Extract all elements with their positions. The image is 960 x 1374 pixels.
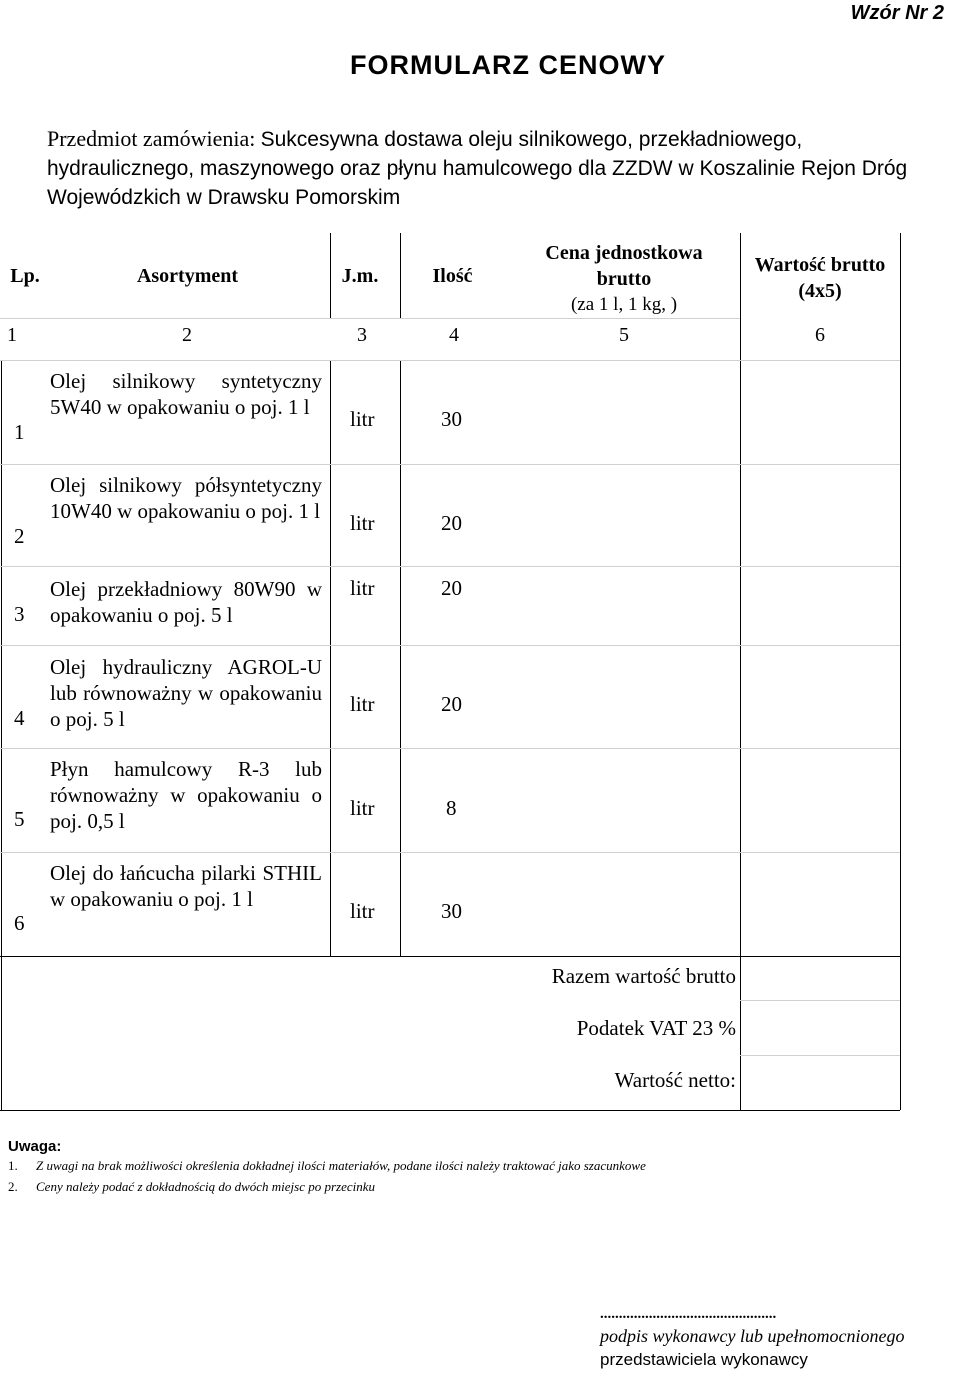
row-lp: 4: [14, 706, 25, 730]
table-vline: [400, 360, 401, 957]
table-vline: [1, 360, 2, 1110]
col-jm: J.m.: [341, 264, 379, 287]
note-number: 1.: [8, 1158, 18, 1173]
note-item: [8, 1179, 375, 1195]
table-hline: [0, 852, 900, 853]
col-number: 5: [619, 323, 629, 346]
table-hline: [0, 360, 900, 361]
row-ilosc: 30: [441, 899, 462, 923]
row-lp: 2: [14, 524, 25, 548]
row-ilosc: 20: [441, 576, 462, 600]
table-vline: [330, 360, 331, 957]
col-cena-line2: brutto: [596, 268, 652, 290]
row-lp: 1: [14, 420, 25, 444]
subject-label: Przedmiot zamówienia:: [47, 126, 256, 151]
row-jm: litr: [350, 407, 375, 431]
row-asortyment: Olej przekładniowy 80W90 w opakowaniu o poj. 5 l: [50, 577, 322, 627]
note-item: [8, 1158, 646, 1174]
col-wartosc: [742, 252, 898, 304]
row-lp: 6: [14, 911, 25, 935]
col-asortyment: Asortyment: [136, 264, 239, 287]
note-text: Z uwagi na brak możliwości określenia dokładnej ilości materiałów, podane ilości należy traktować jako szacunkowe: [36, 1158, 646, 1173]
table-hline: [0, 956, 900, 957]
row-ilosc: 30: [441, 407, 462, 431]
page-title: FORMULARZ CENOWY: [350, 50, 666, 80]
table-hline: [0, 566, 900, 567]
row-jm: litr: [350, 576, 375, 600]
row-asortyment: Olej do łańcucha pilarki STHIL w opakowaniu o poj. 1 l: [50, 861, 322, 911]
signature-caption-2: przedstawiciela wykonawcy: [600, 1350, 808, 1369]
row-lp: 5: [14, 807, 25, 831]
col-cena: [520, 240, 728, 318]
col-lp: Lp.: [10, 264, 40, 287]
row-ilosc: 8: [446, 796, 457, 820]
note-text: Ceny należy podać z dokładnością do dwóch miejsc po przecinku: [36, 1179, 376, 1194]
col-cena-line1: Cena jednostkowa: [545, 242, 703, 264]
table-hline: [0, 748, 900, 749]
table-vline: [740, 233, 741, 1110]
signature-line: ...............................................: [600, 1306, 777, 1322]
row-ilosc: 20: [441, 692, 462, 716]
form-number: Wzór Nr 2: [850, 2, 944, 24]
col-ilosc: Ilość: [432, 264, 473, 287]
table-hline: [0, 645, 900, 646]
col-wartosc-line1: Wartość brutto: [754, 254, 886, 276]
row-asortyment: Olej silnikowy syntetyczny 5W40 w opakowaniu o poj. 1 l: [50, 369, 322, 419]
row-asortyment: Olej silnikowy półsyntetyczny 10W40 w opakowaniu o poj. 1 l: [50, 473, 322, 523]
table-hline: [0, 1110, 900, 1111]
table-hline: [740, 1055, 900, 1056]
table-hline: [740, 1000, 900, 1001]
col-number: 6: [815, 323, 825, 346]
summary-razem-label: Razem wartość brutto: [551, 964, 736, 988]
row-jm: litr: [350, 692, 375, 716]
table-hline: [0, 464, 900, 465]
row-jm: litr: [350, 796, 375, 820]
table-hline: [0, 318, 740, 319]
signature-caption: podpis wykonawcy lub upełnomocnionego: [600, 1326, 905, 1346]
row-ilosc: 20: [441, 511, 462, 535]
subject-value: Sukcesywna dostawa oleju silnikowego, przekładniowego, hydraulicznego, maszynowego oraz płynu hamulcowego dla ZZDW w Koszalinie Rejon Dróg Wojewódzkich w Drawsku Pomorskim: [47, 128, 908, 209]
notes-title: Uwaga:: [8, 1138, 62, 1155]
summary-vat-label: Podatek VAT 23 %: [576, 1016, 736, 1040]
col-number: 4: [449, 323, 459, 346]
col-number: 1: [7, 323, 17, 346]
row-asortyment: Olej hydrauliczny AGROL-U lub równoważny w opakowaniu o poj. 5 l: [50, 655, 322, 731]
col-number: 2: [182, 323, 192, 346]
row-asortyment: Płyn hamulcowy R-3 lub równoważny w opakowaniu o poj. 0,5 l: [50, 757, 322, 833]
row-jm: litr: [350, 511, 375, 535]
row-jm: litr: [350, 899, 375, 923]
col-number: 3: [357, 323, 367, 346]
note-number: 2.: [8, 1179, 18, 1194]
summary-netto-label: Wartość netto:: [614, 1068, 736, 1092]
subject-block: [47, 124, 947, 212]
col-cena-line3: (za 1 l, 1 kg, ): [570, 294, 678, 315]
col-wartosc-line2: (4x5): [798, 280, 842, 302]
row-lp: 3: [14, 602, 25, 626]
table-vline: [900, 233, 901, 1110]
